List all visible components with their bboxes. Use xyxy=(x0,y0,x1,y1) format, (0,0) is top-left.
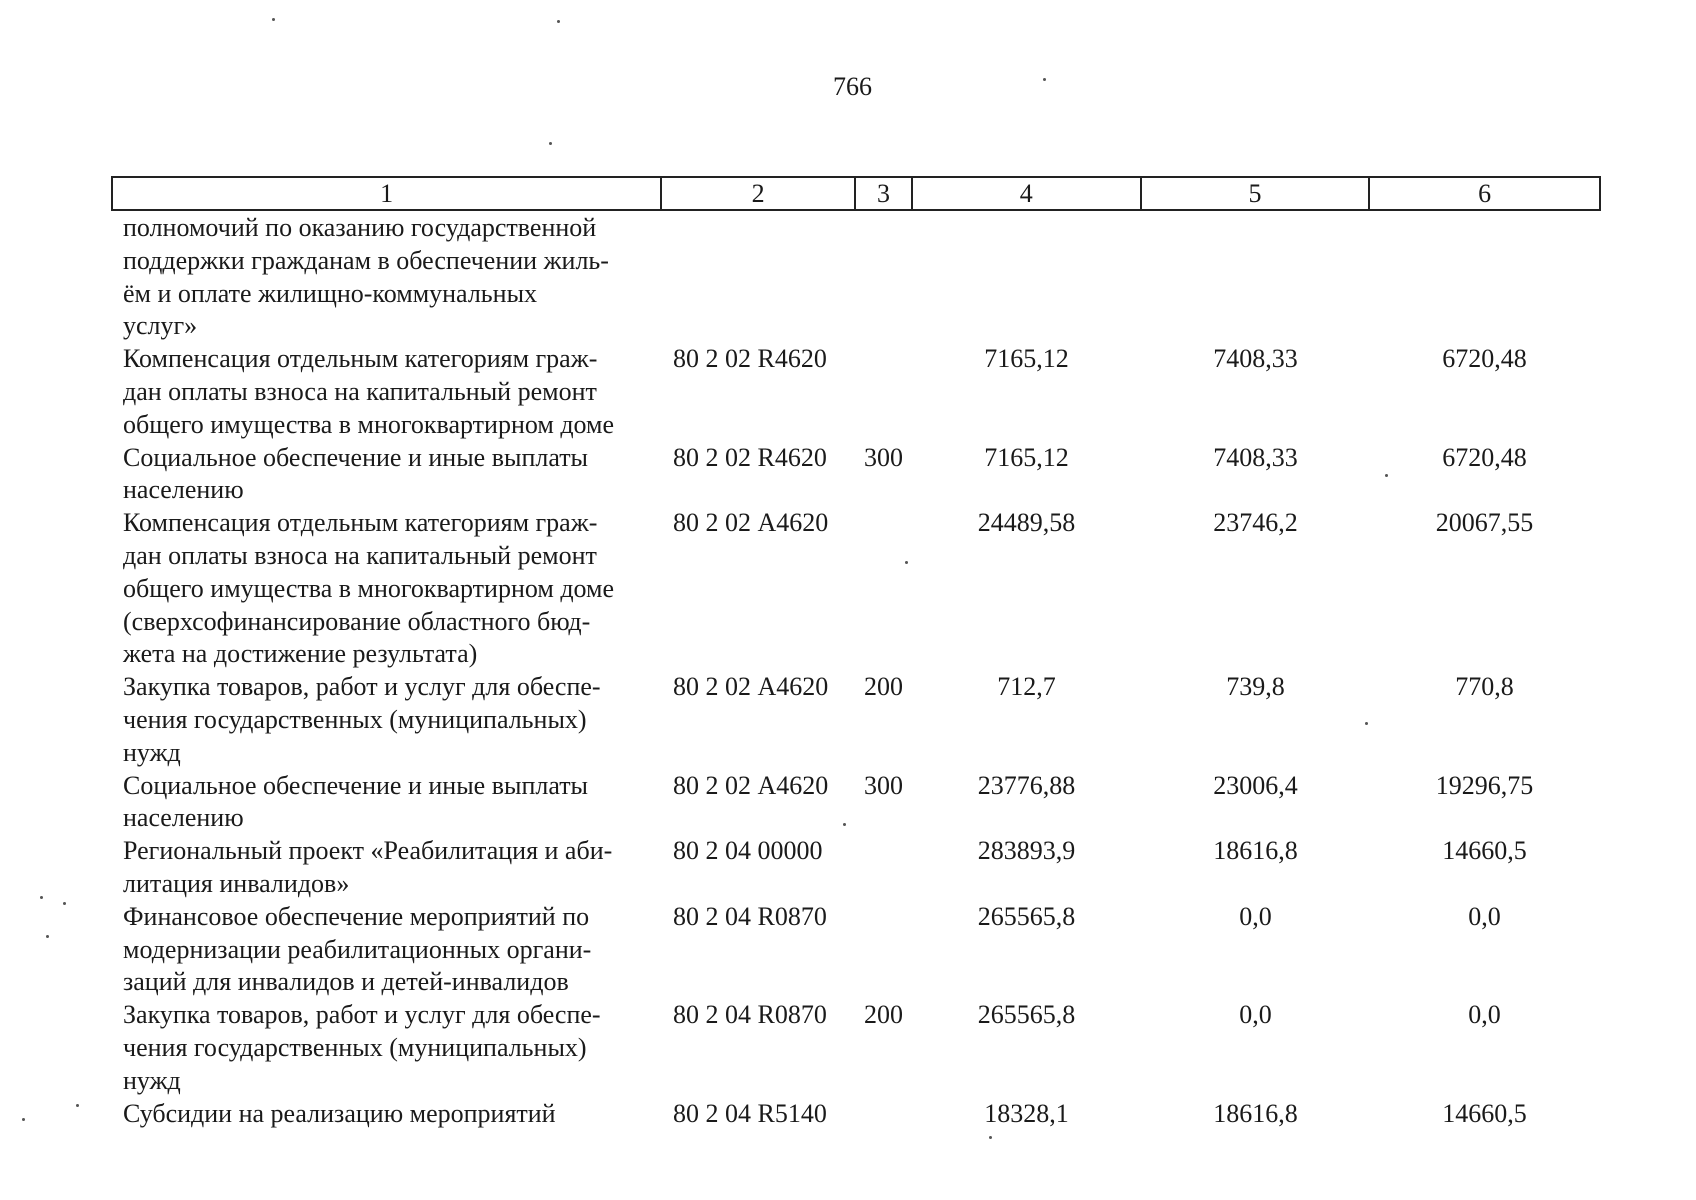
row-value-year1: 18328,1 xyxy=(984,1098,1069,1128)
scan-speck xyxy=(22,1118,25,1121)
row-value-year1: 712,7 xyxy=(997,672,1056,702)
row-type: 300 xyxy=(864,442,903,472)
scan-speck xyxy=(272,18,275,21)
row-value-year3: 14660,5 xyxy=(1442,836,1527,866)
row-value-year3: 6720,48 xyxy=(1442,344,1527,374)
row-value-year1: 283893,9 xyxy=(977,836,1076,866)
scan-speck xyxy=(549,142,552,145)
table-row xyxy=(111,1098,1601,1131)
row-value-year2 xyxy=(1141,212,1370,343)
row-value-year1: 23776,88 xyxy=(977,770,1076,800)
table-body xyxy=(111,212,1601,1130)
row-description: полномочий по оказанию государственной поддержки гражданам в обеспечении жиль- ём и оплате жилищно-коммунальных услуг» xyxy=(123,213,609,341)
table-row xyxy=(111,507,1601,671)
row-type xyxy=(855,343,912,441)
scan-speck xyxy=(40,896,43,899)
row-value-year3: 0,0 xyxy=(1468,901,1501,931)
row-description: Закупка товаров, работ и услуг для обеспе- чения государственных (муниципальных) нужд xyxy=(123,1000,601,1095)
header-col-5: 5 xyxy=(1142,178,1371,209)
row-code: 80 2 02 А4620 xyxy=(673,672,829,702)
table-row xyxy=(111,770,1601,836)
row-description: Компенсация отдельным категориям граж- дан оплаты взноса на капитальный ремонт общего имущества в многоквартирном доме xyxy=(123,344,615,439)
row-code: 80 2 04 R0870 xyxy=(673,901,827,931)
scan-speck xyxy=(46,935,49,938)
row-value-year3: 20067,55 xyxy=(1435,508,1534,538)
row-value-year2: 18616,8 xyxy=(1213,836,1298,866)
page-number-text: 766 xyxy=(833,72,872,101)
scan-speck xyxy=(557,20,560,23)
row-code: 80 2 04 R0870 xyxy=(673,1000,827,1030)
row-description: Социальное обеспечение и иные выплаты населению xyxy=(123,442,589,505)
row-type: 200 xyxy=(864,672,903,702)
row-value-year1: 7165,12 xyxy=(984,344,1069,374)
row-description: Региональный проект «Реабилитация и аби- литация инвалидов» xyxy=(123,836,613,898)
table-row xyxy=(111,901,1601,999)
scan-speck xyxy=(905,561,908,564)
row-value-year3: 19296,75 xyxy=(1435,770,1534,800)
scan-speck xyxy=(1365,722,1368,725)
row-value-year1 xyxy=(912,212,1141,343)
scan-speck xyxy=(1385,474,1388,477)
header-col-1: 1 xyxy=(113,178,662,209)
row-type: 200 xyxy=(864,1000,903,1030)
scan-speck xyxy=(1043,78,1046,81)
row-value-year3: 14660,5 xyxy=(1442,1098,1527,1128)
row-value-year3: 6720,48 xyxy=(1442,442,1527,472)
row-description: Закупка товаров, работ и услуг для обеспе- чения государственных (муниципальных) нужд xyxy=(123,672,601,767)
row-value-year1: 24489,58 xyxy=(977,508,1076,538)
row-code: 80 2 02 А4620 xyxy=(673,508,829,538)
row-value-year2: 0,0 xyxy=(1239,901,1272,931)
row-description: Субсидии на реализацию мероприятий xyxy=(123,1098,556,1128)
row-type xyxy=(855,901,912,999)
row-type xyxy=(855,1098,912,1131)
row-value-year1: 7165,12 xyxy=(984,442,1069,472)
scan-speck xyxy=(76,1104,79,1107)
row-value-year2: 18616,8 xyxy=(1213,1098,1298,1128)
row-value-year3: 0,0 xyxy=(1468,1000,1501,1030)
header-col-2: 2 xyxy=(662,178,856,209)
table-row xyxy=(111,671,1601,769)
header-col-6: 6 xyxy=(1478,179,1492,208)
table-row xyxy=(111,999,1601,1097)
row-code xyxy=(661,212,855,343)
row-description: Финансовое обеспечение мероприятий по модернизации реабилитационных органи- заций для инвалидов и детей-инвалидов xyxy=(123,901,592,997)
row-value-year3 xyxy=(1370,212,1599,343)
row-code: 80 2 02 А4620 xyxy=(673,770,829,800)
row-type: 300 xyxy=(864,770,903,800)
row-value-year2: 739,8 xyxy=(1226,672,1285,702)
scan-speck xyxy=(63,902,66,905)
row-value-year2: 7408,33 xyxy=(1213,344,1298,374)
row-code: 80 2 04 00000 xyxy=(673,836,823,866)
row-value-year1: 265565,8 xyxy=(977,901,1076,931)
row-value-year2: 0,0 xyxy=(1239,1000,1272,1030)
table-header xyxy=(111,176,1601,211)
scan-speck xyxy=(843,823,846,826)
row-description: Социальное обеспечение и иные выплаты населению xyxy=(123,770,589,833)
row-code: 80 2 02 R4620 xyxy=(673,344,827,374)
table-row xyxy=(111,835,1601,901)
header-col-3: 3 xyxy=(856,178,913,209)
row-description: Компенсация отдельным категориям граж- дан оплаты взноса на капитальный ремонт общего имущества в многоквартирном доме (сверхсофинансирование областного бюд- жета на достижение результата) xyxy=(123,508,615,669)
table-row xyxy=(111,442,1601,508)
row-type xyxy=(855,507,912,671)
row-type xyxy=(855,835,912,901)
row-code: 80 2 02 R4620 xyxy=(673,442,827,472)
header-col-4: 4 xyxy=(913,178,1142,209)
scan-speck xyxy=(989,1136,992,1139)
row-value-year2: 23746,2 xyxy=(1213,508,1298,538)
row-type xyxy=(855,212,912,343)
row-value-year3: 770,8 xyxy=(1455,672,1514,702)
row-value-year2: 7408,33 xyxy=(1213,442,1298,472)
row-code: 80 2 04 R5140 xyxy=(673,1098,827,1128)
table-row xyxy=(111,212,1601,343)
row-value-year1: 265565,8 xyxy=(977,1000,1076,1030)
table-row xyxy=(111,343,1601,441)
row-value-year2: 23006,4 xyxy=(1213,770,1298,800)
